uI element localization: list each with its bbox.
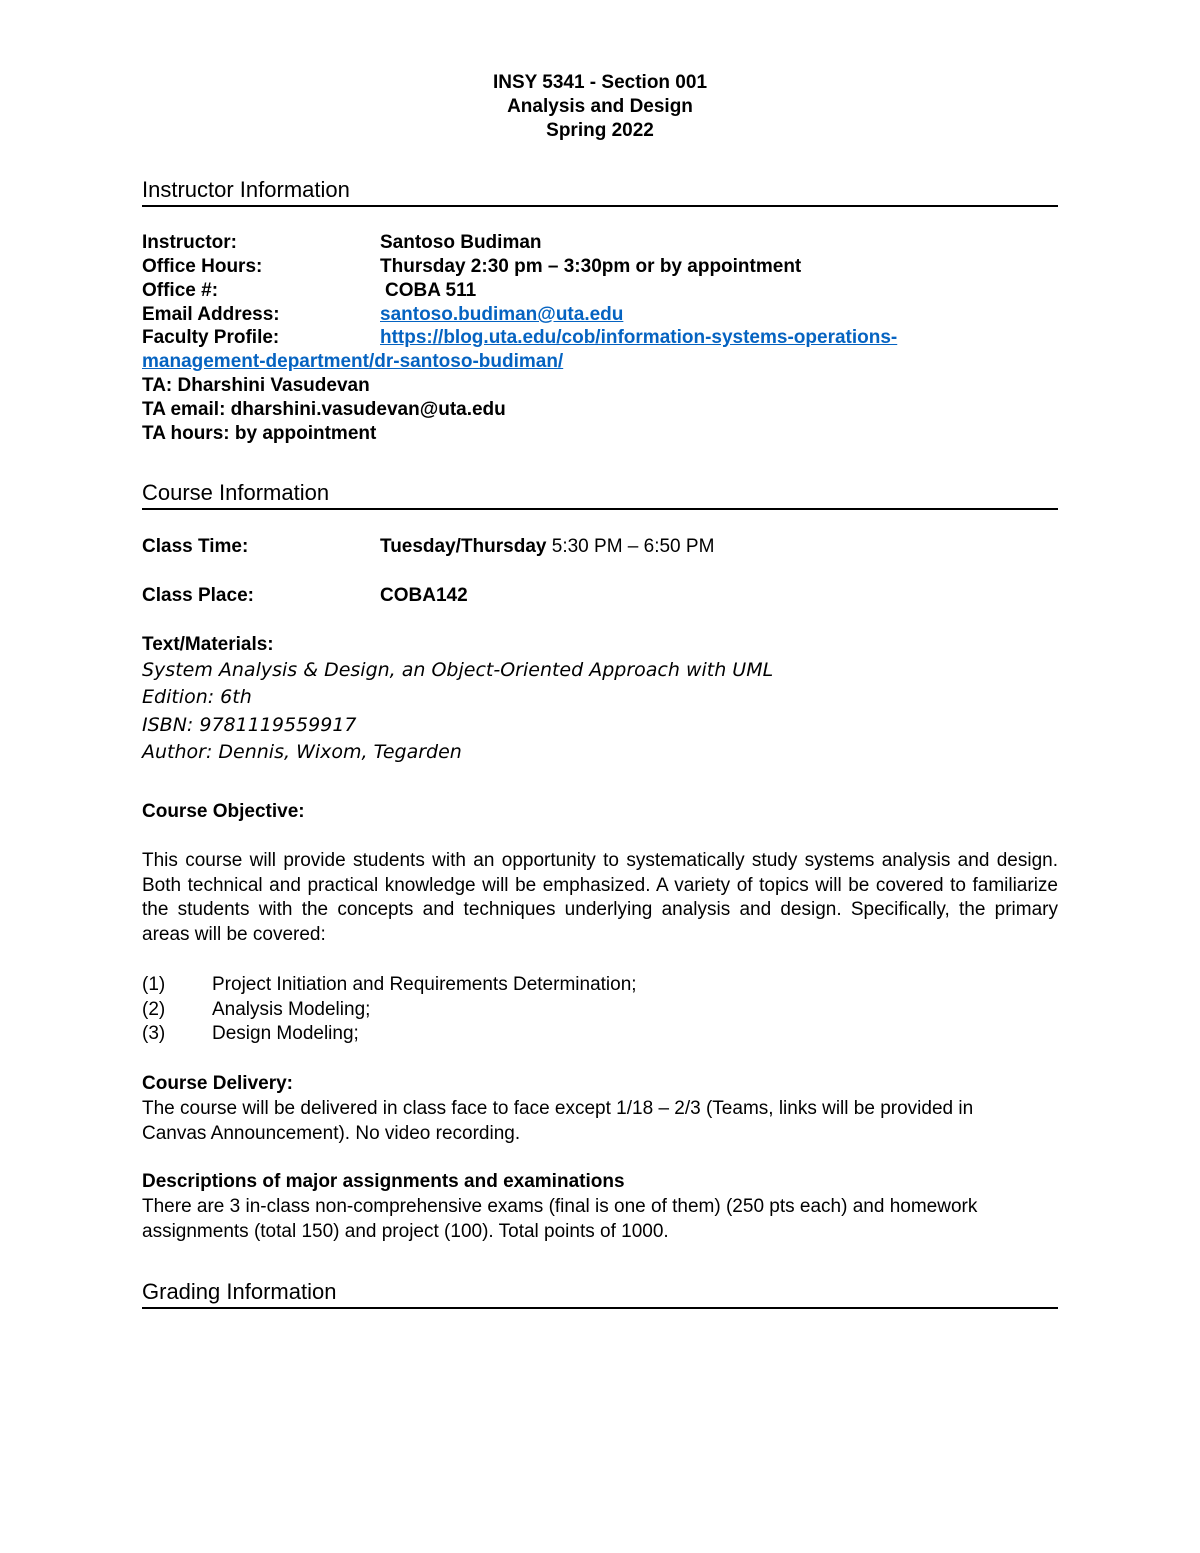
area-item <box>142 1022 359 1046</box>
assignments-label: Descriptions of major assignments and examinations <box>142 1171 625 1192</box>
email-row <box>142 303 623 327</box>
class-time-days: Tuesday/Thursday <box>380 536 547 557</box>
instructor-email-link[interactable]: santoso.budiman@uta.edu <box>380 304 624 325</box>
course-term: Spring 2022 <box>546 120 654 141</box>
course-code: INSY 5341 - Section 001 <box>492 72 708 93</box>
class-time-label: Class Time: <box>142 536 249 557</box>
class-time-hours: 5:30 PM – 6:50 PM <box>551 536 715 557</box>
area-text: Project Initiation and Requirements Determination; <box>212 974 637 995</box>
office-label: Office #: <box>142 280 219 301</box>
assignments-text: There are 3 in-class non-comprehensive exams (final is one of them) (250 pts each) and homework assignments (total 150) and project (100). Total points of 1000. <box>142 1196 978 1242</box>
instructor-value: Santoso Budiman <box>380 232 542 253</box>
class-place-label: Class Place: <box>142 585 254 606</box>
class-place-value: COBA142 <box>380 585 468 606</box>
document-header <box>0 71 1200 143</box>
materials-label: Text/Materials: <box>142 634 274 655</box>
office-hours-label: Office Hours: <box>142 256 263 277</box>
area-item <box>142 973 637 997</box>
delivery-label: Course Delivery: <box>142 1073 294 1094</box>
objective-text: This course will provide students with an opportunity to systematically study systems analysis and design. Both technical and practical knowledge will be emphasized. A variety of topics will be covered to familiarize the students with the concepts and techniques underlying analysis and design. Specifically, the primary areas will be covered: <box>142 850 1058 945</box>
faculty-profile-link-continued[interactable]: management-department/dr-santoso-budiman/ <box>142 351 564 372</box>
objective-label: Course Objective: <box>142 801 305 822</box>
ta-email: TA email: dharshini.vasudevan@uta.edu <box>142 399 506 420</box>
office-hours-row <box>142 255 801 279</box>
textbook-title: System Analysis & Design, an Object-Oriented Approach with UML <box>142 659 774 681</box>
ta-hours: TA hours: by appointment <box>142 423 377 444</box>
instructor-section-title: Instructor Information <box>142 177 1058 207</box>
class-time-row <box>142 535 714 559</box>
textbook-edition: Edition: 6th <box>142 686 252 708</box>
office-value: COBA 511 <box>385 280 477 301</box>
area-number: (1) <box>142 974 166 995</box>
office-hours-value: Thursday 2:30 pm – 3:30pm or by appointment <box>380 256 802 277</box>
textbook-author: Author: Dennis, Wixom, Tegarden <box>142 741 462 763</box>
area-text: Analysis Modeling; <box>212 999 371 1020</box>
office-row <box>142 279 476 303</box>
area-number: (2) <box>142 999 166 1020</box>
class-place-row <box>142 584 468 608</box>
instructor-label: Instructor: <box>142 232 237 253</box>
area-item <box>142 998 370 1022</box>
faculty-profile-link[interactable]: https://blog.uta.edu/cob/information-systems-operations- <box>380 327 898 348</box>
grading-section-title: Grading Information <box>142 1279 1058 1309</box>
faculty-profile-row-continued <box>142 350 563 374</box>
area-text: Design Modeling; <box>212 1023 359 1044</box>
area-number: (3) <box>142 1023 166 1044</box>
instructor-row <box>142 231 542 255</box>
faculty-profile-row <box>142 326 897 350</box>
faculty-profile-label: Faculty Profile: <box>142 327 280 348</box>
email-label: Email Address: <box>142 304 280 325</box>
course-section-title: Course Information <box>142 480 1058 510</box>
ta-name: TA: Dharshini Vasudevan <box>142 375 370 396</box>
textbook-isbn: ISBN: 9781119559917 <box>142 714 357 736</box>
delivery-text: The course will be delivered in class face to face except 1/18 – 2/3 (Teams, links will be provided in Canvas Announcement). No video recording. <box>142 1098 974 1144</box>
course-title: Analysis and Design <box>507 96 693 117</box>
